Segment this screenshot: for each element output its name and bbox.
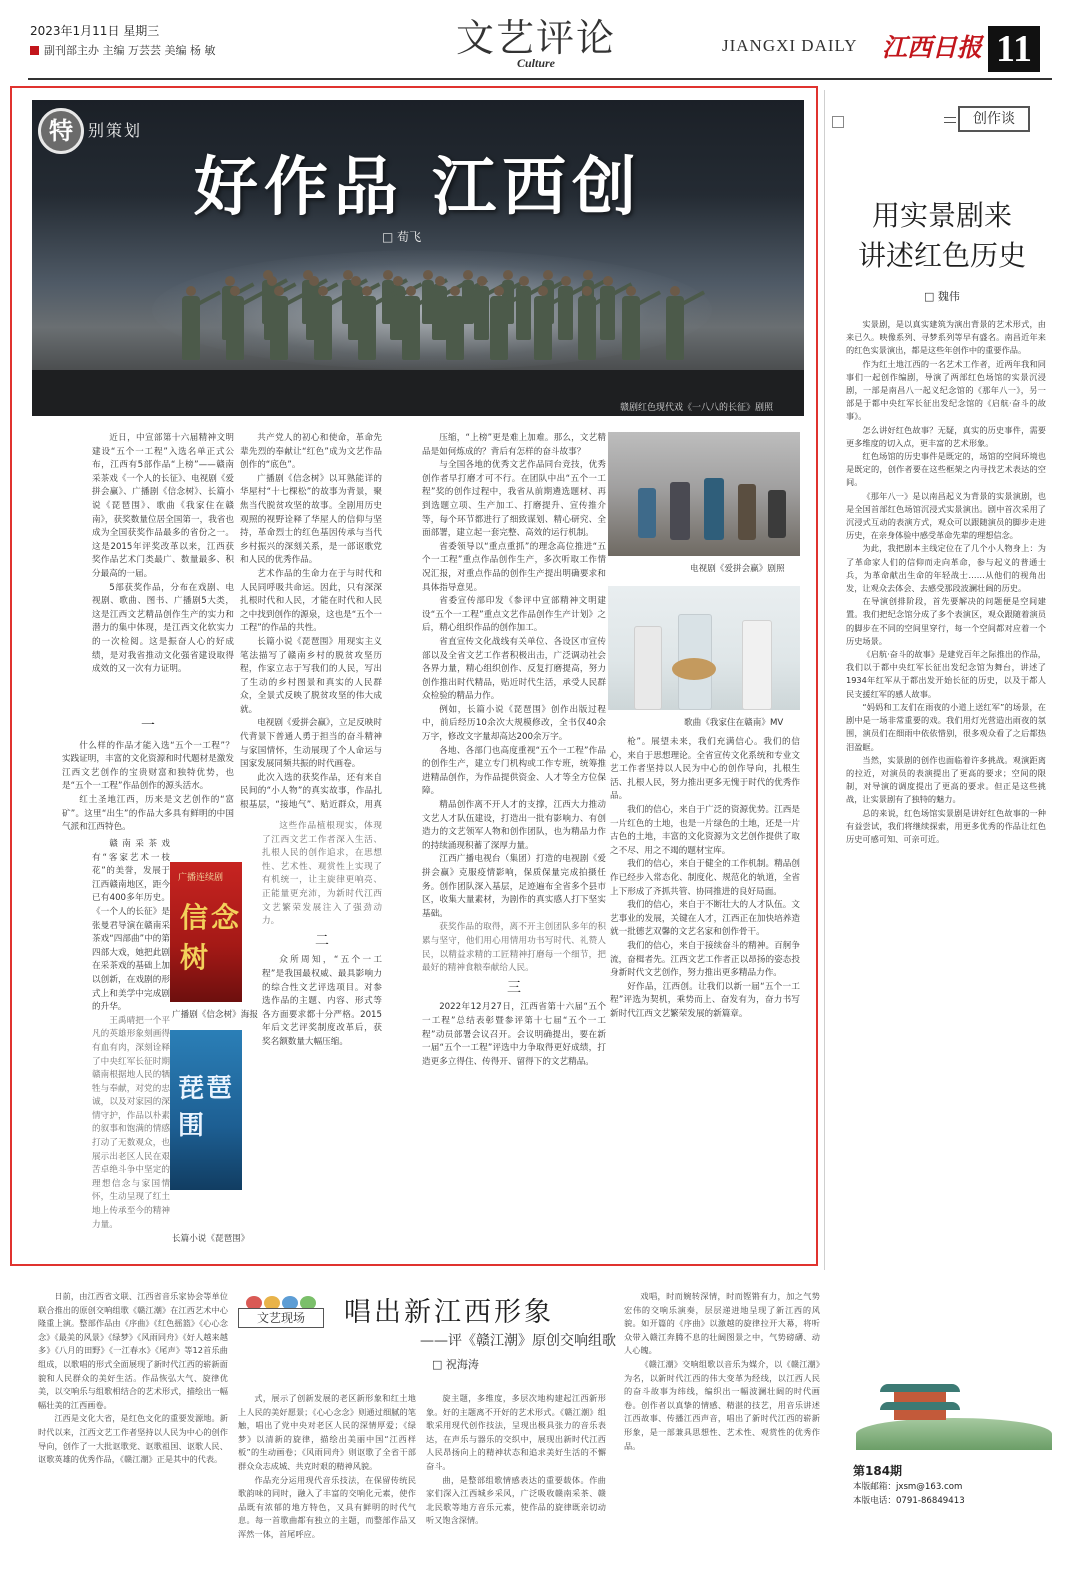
- paragraph: 省委宣传部印发《参评中宣部精神文明建设“五个一工程”重点文艺作品创作生产计划》之后，精心组织作品的创作加工。: [422, 596, 606, 634]
- dancer-figure: [490, 296, 508, 360]
- dancer-figure: [578, 296, 596, 360]
- header-rule: [28, 78, 1052, 80]
- paragraph: 我们的信心，来自于广泛的资源优势。江西是一片红色的土地，也是一片绿色的土地，还是一片古色的土地，丰富的文化资源为文艺创作提供了取之不尽、用之不竭的题材宝库。: [610, 804, 800, 856]
- right-headline: [836, 196, 1048, 276]
- paragraph: 什么样的作品才能入选“五个一工程”？实践证明，丰富的文化资源和时代题材是激发江西文艺创作的宝贵财富和独特优势，也是“五个一工程”作品创作的源头活水。: [62, 740, 234, 792]
- cover-title: 琵琶围: [178, 1074, 235, 1141]
- dancer-figure: [182, 296, 200, 360]
- feature-column-1-bottom: [92, 838, 170, 1250]
- paragraph: 为此，我把剧本主线定位在了几个小人物身上：为了革命家人们的信仰而走向革命，参与起义的普通士兵，为革命献出生命的年轻战士……从他们的视角出发，让观众去体会、去感受那段波澜壮阔的历史。: [846, 543, 1046, 594]
- feature-column-3: [422, 432, 606, 1260]
- paragraph: 5部获奖作品，分布在戏剧、电视剧、歌曲、图书、广播剧5大类，这是江西文艺精品创作生产的实力和潜力的集中体现，是江西文化软实力的一次检阅。这是振奋人心的好成绩，是对我省推动文化强省建设取得成效的又一次有力证明。: [92, 582, 234, 674]
- dancer-figure: [534, 296, 552, 360]
- poster2-caption: 长篇小说《琵琶围》: [172, 1234, 250, 1244]
- roof: [880, 1402, 960, 1410]
- paragraph: 获奖作品的取得，离不开主创团队多年的积累与坚守，他们用心用情用功书写时代、礼赞人民，以精益求精的工匠精神打磨每一个细节，把最好的精神食粮奉献给人民。: [422, 922, 606, 974]
- dancer-figure: [622, 296, 640, 360]
- poster1-caption: 广播剧《信念树》海报: [172, 1010, 258, 1020]
- poster-subtitle: 广播连续剧: [178, 873, 224, 883]
- paragraph: 此次入选的获奖作品，还有来自民间的“小人物”的真实故事，作品扎根基层，“接地气”、贴近群众，用真: [240, 772, 382, 810]
- guitar-icon: [672, 658, 716, 680]
- paragraph: 长篇小说《琵琶围》用现实主义笔法描写了赣南乡村的脱贫攻坚历程，作家立志于写我们的人民，写出了生动的乡村图景和真实的人民群众，全景式反映了脱贫攻坚的伟大成就。: [240, 636, 382, 715]
- dancer-figure: [358, 296, 376, 360]
- paragraph: 近日，中宣部第十六届精神文明建设“五个一工程”入选名单正式公布，江西有5部作品“上榜”——赣南采茶戏《一个人的长征》、电视剧《爱拼会赢》、广播剧《信念树》、长篇小说《琵琶围》、歌曲《我家住在赣南》，获奖数量位居全国第一，我省也成为全国获奖作品最多的省份之一。这是2015年评奖改革以来，江西获奖作品艺术门类最广、数量最多、积分最高的一届。: [92, 433, 234, 579]
- special-badge-icon: 特: [38, 108, 84, 154]
- bottom-subheadline: ——评《赣江潮》原创交响组歌: [420, 1333, 616, 1349]
- dancer-figure: [226, 296, 244, 360]
- feature-column-4: [610, 736, 800, 1260]
- paragraph: 艺术作品的生命力在于与时代和人民同呼吸共命运。因此，只有深深扎根时代和人民，才能在时代和人民之中找到创作的源泉，这也是“五个一工程”的作品的共性。: [240, 568, 382, 634]
- section-number: 一: [141, 718, 155, 734]
- poster-title: 信念树: [180, 901, 242, 974]
- paragraph: 广播剧《信念树》以耳熟能详的华屋村“十七棵松”的故事为背景，聚焦当代脱贫攻坚的故事。全剧用历史观照的视野诠释了华屋人的信仰与坚持，革命烈士的红色基因传承与当代乡村振兴的深刻关系，是一部讴歌党和人民的优秀作品。: [240, 473, 382, 566]
- paragraph: 枪”。展望未来，我们充满信心。我们的信心，来自于思想理论。全省宣传文化系统和专业文艺工作者坚持以人民为中心的创作导向，扎根生活、扎根人民，努力推出更多无愧于时代的优秀作品。: [610, 737, 800, 802]
- tv-drama-photo: [608, 432, 800, 556]
- special-badge-label: 别策划: [88, 121, 143, 140]
- arts-scene-badge: [238, 1296, 326, 1330]
- paragraph: 好作品，江西创。让我们以新一届“五个一工程”评选为契机，乘势而上、奋发有为，奋力书写新时代江西文艺繁荣发展的新篇章。: [610, 981, 800, 1019]
- paragraph: 式，展示了创新发展的老区新形象和红土地上人民的美好愿景；《心心念念》则通过细腻的笔触，唱出了党中央对老区人民的深情厚爱；《绿梦》以清新的旋律，描绘出美丽中国“江西样板”的生动画卷；《风雨同舟》则讴歌了全省干部群众众志成城、共克时艰的精神风貌。: [238, 1393, 416, 1471]
- paragraph: 戏唱，时而婉转深情，时而铿锵有力，加之气势宏伟的交响乐演奏，层层递进地呈现了新江西的风貌。如开篇的《序曲》以激越的旋律拉开大幕，将听众带入赣江奔腾不息的壮阔图景之中，气势磅礴、动人心魄。: [624, 1291, 820, 1356]
- song-mv-photo: [608, 586, 800, 710]
- paragraph: 红土圣地江西，历来是文艺创作的“富矿”。这里“出生”的作品大多具有鲜明的中国气派和江西特色。: [62, 794, 234, 833]
- paragraph: 我们的信心，来自于接续奋斗的精神。百舸争流，奋楫者先。江西文艺工作者正以昂扬的姿态投身新时代文艺创作，努力推出更多精品力作。: [610, 940, 800, 979]
- feature-headline: 好作品 江西创: [193, 150, 643, 225]
- contact-email: 本版邮箱：jxsm@163.com: [853, 1482, 963, 1492]
- novel-cover: [170, 1030, 242, 1190]
- pavilion-icon: [870, 1380, 970, 1450]
- paragraph: 《启航·奋斗的故事》是建党百年之际推出的作品，我们以于都中央红军长征出发纪念馆为舞台，讲述了1934年红军从于都出发开始长征的历史，以及于都人民支援红军的感人故事。: [846, 649, 1046, 699]
- wall: [894, 1392, 946, 1402]
- paragraph: 各地、各部门也高度重视“五个一工程”作品的创作生产，建立专门机构或工作专班，统筹推进精品创作，为作品提供资金、人才等全方位保障。: [422, 745, 606, 797]
- bottom-byline: □ 祝海涛: [432, 1358, 479, 1371]
- red-square-icon: [30, 46, 39, 55]
- wall: [894, 1410, 946, 1420]
- issue-date: 2023年1月11日 星期三: [30, 24, 160, 38]
- feature-byline: □ 荀飞: [382, 230, 422, 244]
- feature-column-2-bottom: [262, 820, 382, 1260]
- paragraph: 例如，长篇小说《琵琶围》创作出版过程中，前后经历10余次大规模修改，全书仅40余万字，修改文字量却高达200余万字。: [422, 704, 606, 743]
- hero-caption: 赣剧红色现代戏《一八八的长征》剧照: [620, 403, 774, 413]
- masthead-logo: 江西日报: [882, 33, 983, 62]
- figure: [638, 488, 656, 538]
- paragraph: 红色场馆的历史事件是既定的，场馆的空间环境也是既定的，创作者要在这些框架之内寻找艺术表达的空间。: [846, 451, 1046, 488]
- radio-drama-poster: [170, 862, 242, 1002]
- section-number: 三: [507, 979, 521, 996]
- column-divider: [824, 90, 825, 1270]
- issue-number: 第184期: [853, 1464, 903, 1478]
- paper-name-en: JIANGXI DAILY: [722, 36, 858, 55]
- feature-column-1-top: [92, 432, 234, 674]
- feature-column-1-mid: [62, 714, 234, 834]
- dancer-figure: [314, 296, 332, 360]
- headline-line-1: 用实景剧来: [871, 199, 1012, 232]
- song-mv-caption: 歌曲《我家住在赣南》MV: [684, 718, 784, 728]
- paragraph: 江西是文化大省，是红色文化的重要发源地。新时代以来，江西文艺工作者坚持以人民为中心的创作导向，创作了一大批讴歌党、讴歌祖国、讴歌人民、讴歌英雄的优秀作品，《赣江潮》正是其中的代表。: [38, 1413, 228, 1465]
- section-title-en: Culture: [516, 56, 555, 70]
- paragraph: “妈妈和工友们在雨夜的小道上送红军”的场景，在剧中是一场非常重要的戏。我们用灯光营造出雨夜的氛围，演员们在细雨中依依惜别，很多观众看了之后都热泪盈眶。: [846, 701, 1046, 752]
- paragraph: 电视剧《爱拼会赢》，立足反映时代背景下普通人勇于担当的奋斗精神与家国情怀，生动展现了个人命运与国家发展同频共振的时代画卷。: [240, 718, 382, 770]
- paragraph: 众所周知，“五个一工程”是我国最权威、最具影响力的综合性文艺评选项目。对参选作品的主题、内容、形式等各方面要求都十分严格。2015年后文艺评奖制度改革后，获奖名额数量大幅压缩。: [262, 955, 382, 1047]
- figure: [738, 484, 756, 540]
- tv-drama-caption: 电视剧《爱拼会赢》剧照: [690, 564, 785, 574]
- dancer-figure: [402, 296, 420, 360]
- feature-column-2-top: [240, 432, 382, 810]
- editorial-staff: [30, 42, 215, 58]
- paragraph: 省直宣传文化战线有关单位、各设区市宣传部以及全省文艺工作者积极出击，广泛调动社会各界力量，精心组织创作、反复打磨提高，努力创作推出时代精品，贴近时代生活，承受人民群众检验的精品力作。: [422, 636, 606, 702]
- section-heading: [456, 16, 616, 71]
- paragraph: 《那年八一》是以南昌起义为背景的实景演剧，也是全国首部红色场馆沉浸式实景演出。剧中首次采用了沉浸式互动的表演方式，观众可以跟随演员的脚步走进历史，在亲身体验中感受革命先辈的理想信念。: [846, 490, 1046, 541]
- paragraph: 作为红土地江西的一名艺术工作者，近两年我和同事们一起创作编剧，导演了两部红色场馆的实景沉浸剧，一部是南昌八一起义纪念馆的《那年八一》，另一部是于都中央红军长征出发纪念馆的《启航·奋斗的故事》。: [846, 358, 1046, 422]
- paragraph: 与全国各地的优秀文艺作品同台竞技，优秀创作者早打磨才可不行。在团队中出“五个一工程”奖的创作过程中，我省从前期遴选题材、再到选题立项、生产加工、打磨提升、宣传推介等，每个环节都进行了细致谋划、精心研究、全面部署，建立起一套完整、高效的运行机制。: [422, 460, 606, 539]
- contact-phone: 本版电话：0791-86849413: [853, 1496, 965, 1506]
- section-tab: 创作谈: [958, 106, 1030, 132]
- section-number: 二: [315, 932, 329, 949]
- paragraph: 在导演创排阶段，首先要解决的问题便是空间建置。我们把纪念馆分成了多个表演区，观众跟随着演员的脚步在不同的空间里穿行，每一个空间都对应着一个历史场景。: [846, 596, 1046, 646]
- dancer-figure: [446, 296, 464, 360]
- paragraph: 我们的信心，来自于不断壮大的人才队伍。文艺事业的发展，关键在人才，江西正在加快培养造就一批德艺双馨的文艺名家和创作骨干。: [610, 900, 800, 938]
- paragraph: 我们的信心，来自于健全的工作机制。精品创作已经步入常态化、制度化、规范化的轨道，全省上下形成了齐抓共管、协同推进的良好局面。: [610, 859, 800, 897]
- staff-text: 副刊部主办 主编 万芸芸 美编 杨 敏: [44, 44, 216, 57]
- figure: [768, 490, 786, 538]
- bottom-column-4: [624, 1290, 820, 1572]
- headline-line-2: 讲述红色历史: [857, 239, 1026, 272]
- paragraph: 总的来说，红色场馆实景剧是讲好红色故事的一种有益尝试，我们将继续探索，用更多优秀的作品让红色历史可感可知、可亲可近。: [846, 807, 1046, 844]
- paragraph: 旋主题，多维度，多层次地构建起江西新形象。好的主题离不开好的艺术形式。《赣江潮》组歌采用现代创作技法，呈现出极具张力的音乐表达，在声乐与器乐的交织中，展现出新时代江西人民昂扬向上的精神状态和追求美好生活的不懈奋斗。: [426, 1393, 606, 1471]
- page-number: 11: [988, 26, 1040, 72]
- bottom-headline: 唱出新江西形象: [344, 1297, 554, 1328]
- paragraph: 作品充分运用现代音乐技法，在保留传统民歌韵味的同时，融入了丰富的交响化元素，使作品既有浓郁的地方特色，又具有鲜明的时代气息。每一首歌曲都有独立的主题，而整部作品又浑然一体，首尾呼应。: [238, 1474, 416, 1539]
- section-title-cn: 文艺评论: [456, 16, 617, 60]
- paragraph: 当然，实景剧的创作也面临着许多挑战。观演距离的拉近，对演员的表演提出了更高的要求；空间的限制，对导演的调度提出了更高的要求。但正是这些挑战，让实景剧有了独特的魅力。: [846, 754, 1046, 805]
- bottom-column-3: [426, 1392, 606, 1572]
- bottom-column-2: [238, 1392, 416, 1572]
- paragraph: 赣南采茶戏有“客家艺术一枝花”的美誉，发展于江西赣南地区，距今已有400多年历史。《一个人的长征》是张曼君导演在赣南采茶戏“四部曲”中的第四部大戏，她把此剧在采茶戏的基础上加以创新，在戏剧的形式上和美学中完成剧的升华。: [92, 839, 170, 1013]
- paragraph: 实景剧，是以真实建筑为演出背景的艺术形式，由来已久。映像系列、寻梦系列等早有盛名。南昌近年来的红色实景演出，都是这些年创作中的重要作品。: [846, 319, 1046, 356]
- roof: [880, 1384, 960, 1392]
- contact-info: [853, 1480, 965, 1508]
- figure: [634, 626, 662, 710]
- paragraph: 省委领导以“重点重抓”的理念高位推进“五个一工程”重点作品创作生产，多次听取工作情况汇报，对重点作品的创作生产提出明确要求和具体指导意见。: [422, 541, 606, 593]
- paragraph: 王禹晴把一个平凡的英雄形象刻画得有血有肉，深刻诠释了中央红军长征时期赣南根据地人民的牺牲与奉献，对党的忠诚，以及对家园的深情守护，作品以朴素的叙事和饱满的情感打动了无数观众，也展示出老区人民在艰苦卓绝斗争中坚定的理想信念与家国情怀，生动呈现了红土地上传承至今的精神力量。: [92, 1015, 170, 1230]
- figure: [704, 478, 724, 540]
- dancer-figure: [666, 296, 684, 360]
- right-byline: □ 魏伟: [924, 290, 960, 303]
- paragraph: 共产党人的初心和使命，革命先辈先烈的奉献让“红色”成为文艺作品创作的“底色”。: [240, 433, 382, 471]
- paragraph: 怎么讲好红色故事？无疑，真实的历史事件，需要更多维度的切入点，更丰富的艺术形象。: [846, 424, 1046, 448]
- paragraph: 曲，是整部组歌情感表达的重要载体。作曲家们深入江西城乡采风，广泛吸收赣南采茶、赣北民歌等地方音乐元素，使作品的旋律既亲切动听又饱含深情。: [426, 1474, 606, 1526]
- paragraph: 日前，由江西省文联、江西省音乐家协会等单位联合推出的原创交响组歌《赣江潮》在江西艺术中心隆重上演。整部作品由《序曲》《红色摇篮》《心心念念》《最美的风景》《绿梦》《风雨同舟》《好人越来越多》《八月的田野》《一江春水》《尾声》等12首乐曲组成，以歌唱的形式全面展现了新时代江西的崭新面貌和人民群众的美好生活。作品恢弘大气、旋律优美，以交响乐与组歌相结合的艺术形式，描绘出一幅幅壮美的江西画卷。: [38, 1291, 228, 1410]
- paragraph: 江西广播电视台（集团）打造的电视剧《爱拼会赢》克服疫情影响，保质保量完成拍摄任务。创作团队深入基层，足迹遍布全省多个县市区，收集大量素材，为剧作的真实感人打下坚实基础。: [422, 854, 606, 919]
- bottom-column-1: [38, 1290, 228, 1572]
- figure: [670, 482, 690, 540]
- corner-ornament-icon: [832, 116, 844, 128]
- paragraph: 精品创作离不开人才的支撑，江西大力推动文艺人才队伍建设，打造出一批有影响力、有创造力的文艺领军人物和创作团队，也为精品力作的持续涌现积蓄了深厚力量。: [422, 800, 606, 851]
- paragraph: 《赣江潮》交响组歌以音乐为媒介，以《赣江潮》为名，以新时代江西的伟大变革为经线，以江西人民的奋斗故事为纬线，编织出一幅波澜壮阔的时代画卷。创作者以真挚的情感、精湛的技艺，用音乐讲述江西故事、传播江西声音，唱出了新时代江西的崭新形象，是一部兼具思想性、艺术性、观赏性的优秀作品。: [624, 1358, 820, 1451]
- figure: [742, 620, 772, 710]
- paragraph: 2022年12月27日，江西省第十六届“五个一工程”总结表彰暨参评第十七届“五个一工程”动员部署会议召开。会议明确提出，要在新一届“五个一工程”评选中力争取得更好成绩，打造更多立得住、传得开、留得下的文艺精品。: [422, 1002, 606, 1067]
- paragraph: 压缩，“上榜”更是难上加难。那么，文艺精品是如何炼成的？背后有怎样的奋斗故事？: [422, 433, 606, 457]
- right-article-body: [846, 318, 1046, 1330]
- paragraph: 这些作品植根现实，体现了江西文艺工作者深入生活、扎根人民的创作追求，在思想性、艺术性、观赏性上实现了有机统一，让主旋律更响亮、正能量更充沛，为新时代江西文艺繁荣发展注入了强劲动力。: [262, 821, 382, 927]
- dancer-figure: [270, 296, 288, 360]
- badge-label: 文艺现场: [238, 1308, 324, 1328]
